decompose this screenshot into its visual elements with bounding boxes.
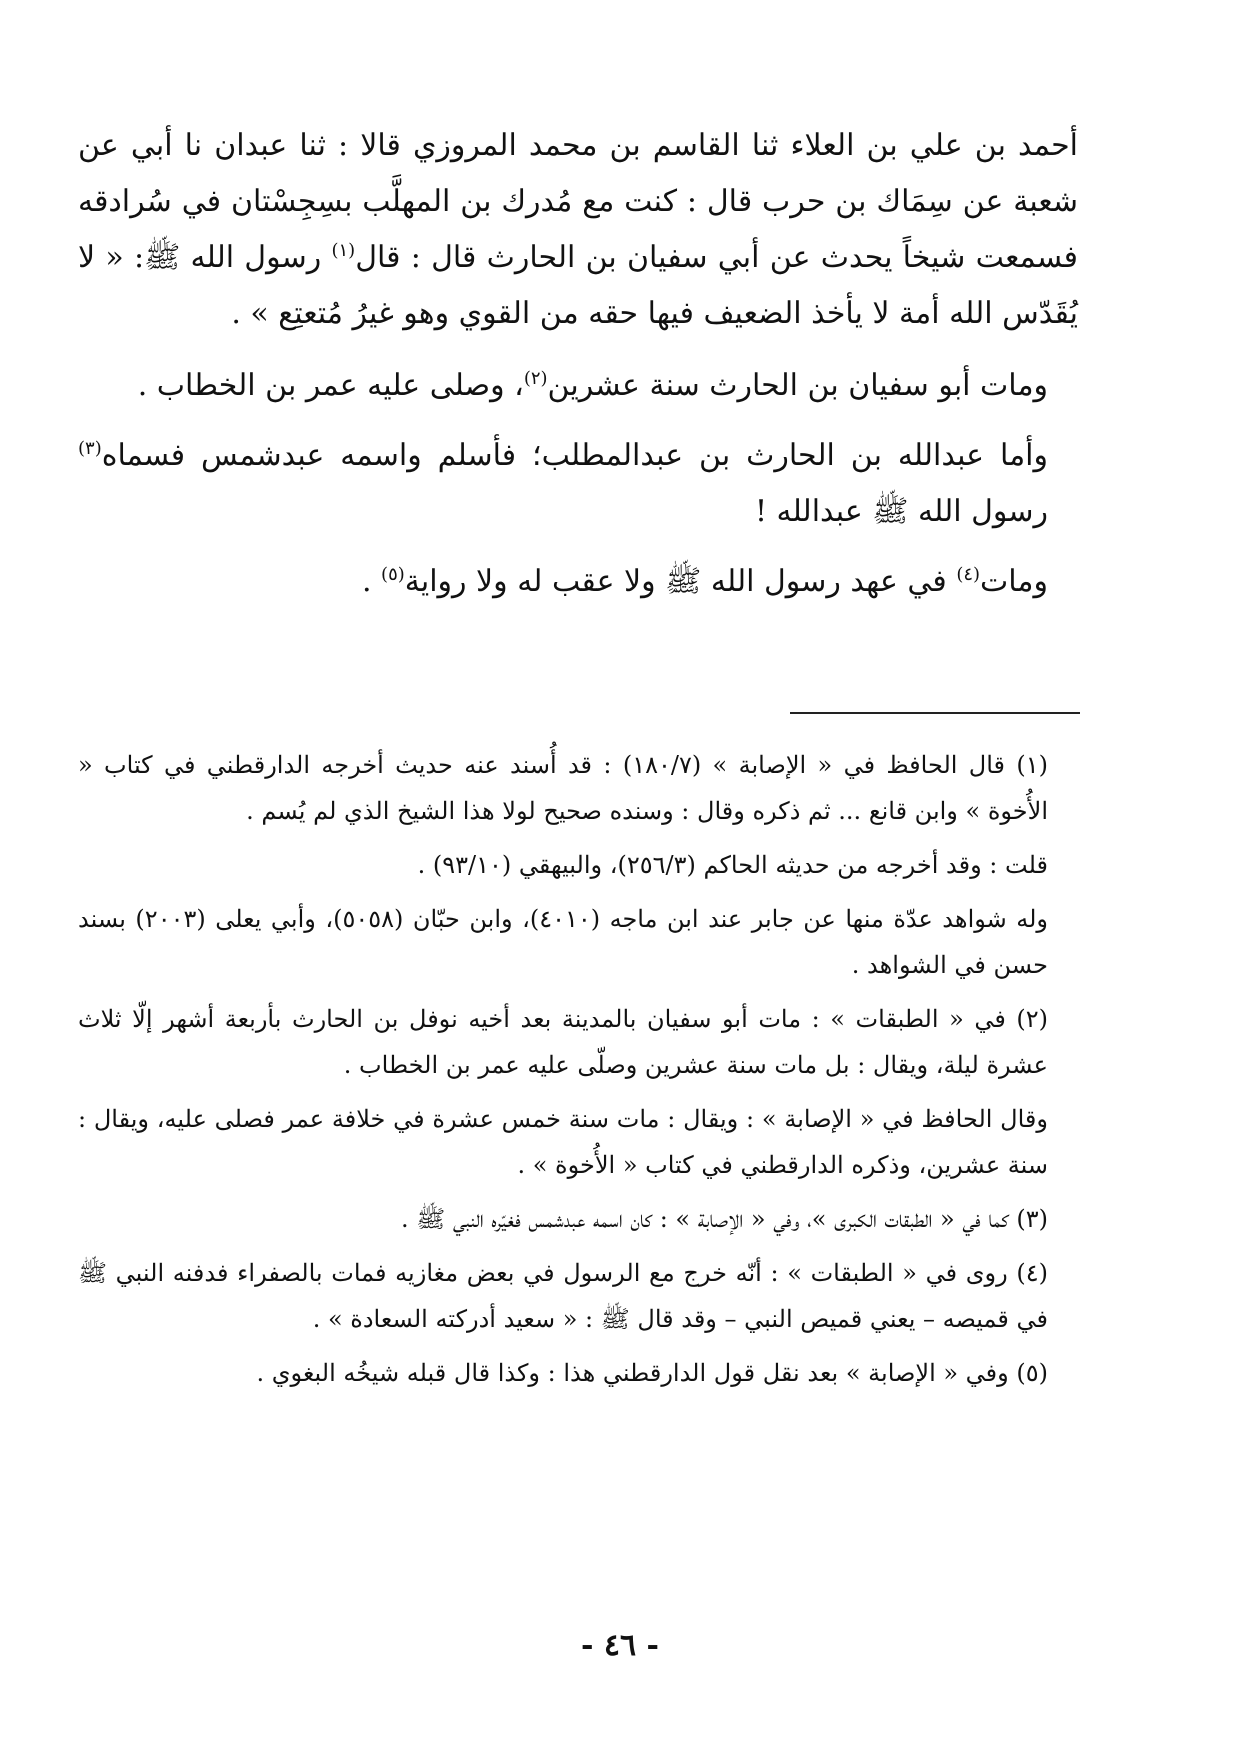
footnote-ref-3[interactable]: (٣)	[78, 438, 102, 459]
paragraph-hadith-text-rest: رسول الله ﷺ: « لا يُقَدّس الله أمة لا يأخذ الضعيف فيها حقه من القوي وهو غيرُ مُتعتِع » .	[78, 240, 1078, 331]
paragraph-death-text: ومات أبو سفيان بن الحارث سنة عشرين	[547, 368, 1048, 403]
footnote-5: (٥) وفي « الإصابة » بعد نقل قول الدارقطني هذا : وكذا قال قبله شيخُه البغوي .	[256, 1359, 1048, 1387]
paragraph-death-abdullah	[78, 554, 1078, 610]
paragraph-death-abu-sufyan	[78, 358, 1078, 414]
footnote-ref-5[interactable]: (٥)	[381, 564, 405, 585]
paragraph-hadith	[78, 118, 1078, 342]
paragraph-abdullah-text: وأما عبدالله بن الحارث بن عبدالمطلب؛ فأسلم واسمه عبدشمس فسماه	[101, 438, 1048, 473]
paragraph-abdullah-text-rest: رسول الله ﷺ عبدالله !	[754, 494, 1048, 529]
paragraph-death2-text-end: .	[361, 564, 382, 599]
footnote-ref-2[interactable]: (٢)	[523, 368, 548, 389]
footnote-ref-1[interactable]: (١)	[331, 240, 356, 261]
main-text	[78, 118, 1078, 624]
footnote-2: (٢) في « الطبقات » : مات أبو سفيان بالمدينة بعد أخيه نوفل بن الحارث بأربعة أشهر إلّا ثلاث عشرة ليلة، ويقال : بل مات سنة عشرين وصلّى عليه عمر بن الخطاب .	[78, 1005, 1048, 1079]
paragraph-death2-text-mid: في عهد رسول الله ﷺ ولا عقب له ولا رواية	[404, 564, 957, 599]
paragraph-death2-text: ومات	[980, 564, 1048, 599]
footnote-2-continuation: وقال الحافظ في « الإصابة » : ويقال : مات سنة خمس عشرة في خلافة عمر فصلى عليه، ويقال : سنة عشرين، وذكره الدارقطني في كتاب « الأُخوة » .	[78, 1105, 1048, 1179]
footnote-ref-4[interactable]: (٤)	[956, 564, 981, 585]
paragraph-abdullah	[78, 428, 1078, 540]
page-number: - ٤٦ -	[580, 1628, 660, 1663]
footnotes	[78, 742, 1078, 1404]
footnote-1-witnesses: وله شواهد عدّة منها عن جابر عند ابن ماجه (٤٠١٠)، وابن حبّان (٥٠٥٨)، وأبي يعلى (٢٠٠٣) بسند حسن في الشواهد .	[78, 905, 1048, 979]
paragraph-death-text-rest: ، وصلى عليه عمر بن الخطاب .	[137, 368, 524, 403]
paragraph-hadith-text: أحمد بن علي بن العلاء ثنا القاسم بن محمد المروزي قالا : ثنا عبدان نا أبي عن شعبة عن سِمَاك بن حرب قال : كنت مع مُدرك بن المهلَّب بسِجِسْتان في سُرادقه فسمعت شيخاً يحدث عن أبي سفيان بن الحارث قال : قال	[78, 128, 1078, 275]
footnote-1: (١) قال الحافظ في « الإصابة » (١٨٠/٧) : قد أُسند عنه حديث أخرجه الدارقطني في كتاب « الأُخوة » وابن قانع ... ثم ذكره وقال : وسنده صحيح لولا هذا الشيخ الذي لم يُسم .	[78, 751, 1048, 825]
footnote-4: (٤) روى في « الطبقات » : أنّه خرج مع الرسول في بعض مغازيه فمات بالصفراء فدفنه النبي ﷺ في قميصه – يعني قميص النبي – وقد قال ﷺ : « سعيد أدركته السعادة » .	[78, 1259, 1048, 1333]
footnote-separator	[790, 712, 1080, 714]
footnote-3: (٣) كما في « الطبقات الكبرى »، وفي « الإصابة » : كان اسمه عبدشمس فغيّره النبي ﷺ .	[400, 1205, 1048, 1233]
footnote-1-continuation: قلت : وقد أخرجه من حديثه الحاكم (٢٥٦/٣)، والبيهقي (٩٣/١٠) .	[417, 851, 1048, 879]
